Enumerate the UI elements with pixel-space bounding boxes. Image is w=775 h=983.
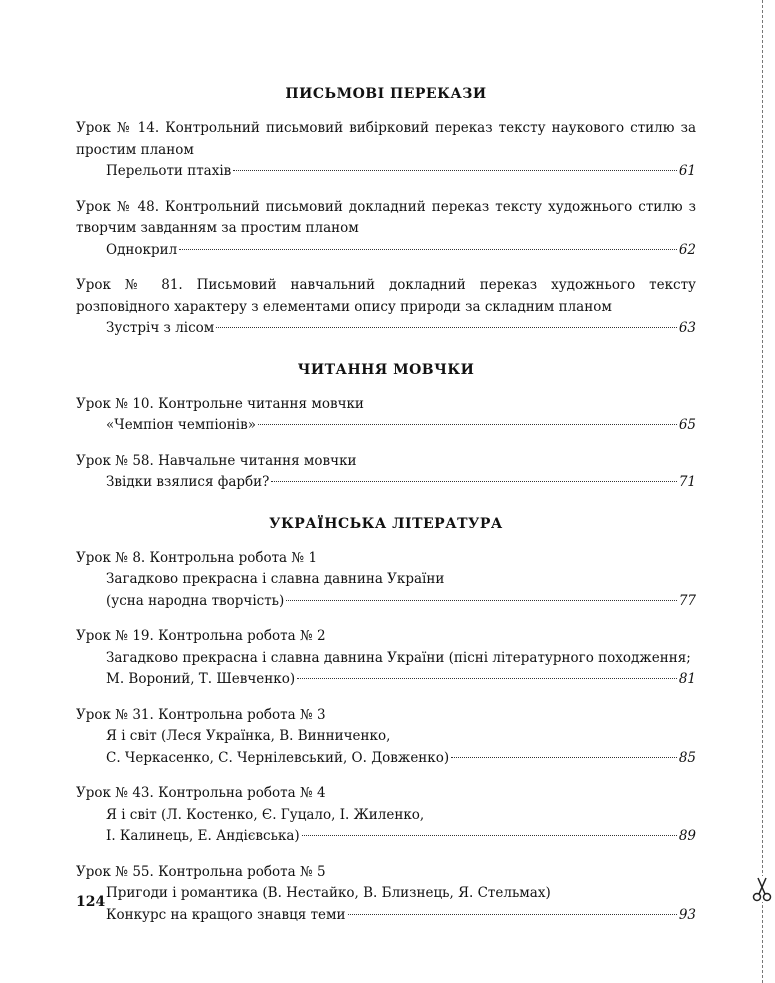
lesson-heading: Урок № 10. Контрольне читання мовчки — [76, 395, 364, 412]
page-ref: 71 — [678, 474, 696, 490]
page-ref: 81 — [678, 671, 696, 687]
lesson-heading: Урок № 19. Контрольна робота № 2 — [76, 628, 326, 644]
scissors-icon — [752, 876, 772, 902]
lesson-heading: Урок № 31. Контрольна робота № 3 — [76, 706, 326, 723]
toc-line — [76, 415, 696, 437]
lesson-entry — [76, 862, 696, 927]
page-number: 124 — [76, 894, 106, 910]
page-ref: 77 — [678, 592, 696, 609]
section-ukrainian-literature — [76, 514, 696, 927]
table-of-contents — [76, 84, 696, 940]
lesson-heading: Урок № 43. Контрольна робота № 4 — [76, 785, 326, 801]
dot-leader — [302, 835, 677, 836]
toc-line — [76, 472, 696, 494]
dot-leader — [233, 170, 677, 171]
lesson-heading: Урок № 8. Контрольна робота № 1 — [76, 549, 318, 566]
lesson-entry — [76, 705, 696, 770]
lesson-entry — [76, 394, 696, 437]
toc-line — [76, 591, 696, 613]
lesson-heading: Урок № 14. Контрольний письмовий вибірковий переказ тексту наукового стилю за простим планом — [76, 120, 696, 158]
page-ref: 85 — [678, 749, 696, 766]
dot-leader — [216, 327, 677, 328]
toc-line — [76, 748, 696, 770]
lesson-entry — [76, 783, 696, 848]
entry-title: Конкурс на кращого знавця теми — [106, 906, 346, 923]
lesson-subtitle: Я і світ (Леся Українка, В. Винниченко, — [106, 728, 391, 744]
page-ref: 62 — [678, 241, 696, 258]
entry-title: Зустріч з лісом — [106, 320, 215, 336]
page-ref: 93 — [678, 906, 696, 923]
page-ref: 61 — [678, 163, 696, 179]
lesson-heading: Урок № 81. Письмовий навчальний докладний переказ художнього тексту розповідного характеру з елементами опису природи за складним планом — [76, 277, 696, 315]
section-title: УКРАЇНСЬКА ЛІТЕРАТУРА — [269, 515, 503, 532]
entry-title: Перельоти птахів — [106, 163, 232, 179]
lesson-subtitle: Я і світ (Л. Костенко, Є. Гуцало, І. Жиленко, — [106, 806, 425, 823]
section-silent-reading — [76, 360, 696, 494]
dot-leader — [348, 914, 677, 915]
dot-leader — [179, 249, 677, 250]
lesson-entry — [76, 626, 696, 691]
lesson-entry — [76, 548, 696, 613]
section-title: ПИСЬМОВІ ПЕРЕКАЗИ — [285, 86, 487, 102]
page-ref: 89 — [678, 828, 696, 844]
lesson-subtitle: Пригоди і романтика (В. Нестайко, В. Близнець, Я. Стельмах) — [106, 885, 551, 901]
entry-title: І. Калинець, Е. Андієвська) — [106, 828, 300, 844]
lesson-entry — [76, 451, 696, 494]
page-ref: 63 — [678, 320, 696, 336]
toc-line — [76, 240, 696, 262]
lesson-subtitle: Загадково прекрасна і славна давнина України (пісні літературного походження; — [106, 649, 691, 666]
entry-title: Однокрил — [106, 241, 178, 258]
dot-leader — [271, 481, 676, 482]
lesson-entry — [76, 275, 696, 340]
toc-line — [76, 826, 696, 848]
lesson-heading: Урок № 48. Контрольний письмовий докладний переказ тексту художнього стилю з творчим завданням за простим планом — [76, 198, 696, 236]
entry-title: М. Вороний, Т. Шевченко) — [106, 671, 296, 687]
dot-leader — [451, 757, 677, 758]
lesson-heading: Урок № 55. Контрольна робота № 5 — [76, 863, 326, 880]
dot-leader — [297, 678, 677, 679]
section-title: ЧИТАННЯ МОВЧКИ — [297, 361, 475, 378]
dot-leader — [286, 600, 677, 601]
entry-title: (усна народна творчість) — [106, 592, 285, 609]
lesson-subtitle: Загадково прекрасна і славна давнина України — [106, 571, 445, 587]
toc-line — [76, 669, 696, 691]
lesson-heading: Урок № 58. Навчальне читання мовчки — [76, 452, 357, 469]
dot-leader — [258, 424, 677, 425]
lesson-entry — [76, 118, 696, 183]
entry-title: Звідки взялися фарби? — [106, 474, 270, 490]
page-ref: 65 — [678, 417, 696, 433]
entry-title: С. Черкасенко, С. Чернілевський, О. Довженко) — [106, 749, 450, 766]
lesson-entry — [76, 197, 696, 262]
cut-line — [762, 0, 763, 983]
entry-title: «Чемпіон чемпіонів» — [106, 417, 256, 433]
toc-line — [76, 161, 696, 183]
toc-line — [76, 318, 696, 340]
section-written-retellings — [76, 84, 696, 340]
toc-line — [76, 905, 696, 927]
